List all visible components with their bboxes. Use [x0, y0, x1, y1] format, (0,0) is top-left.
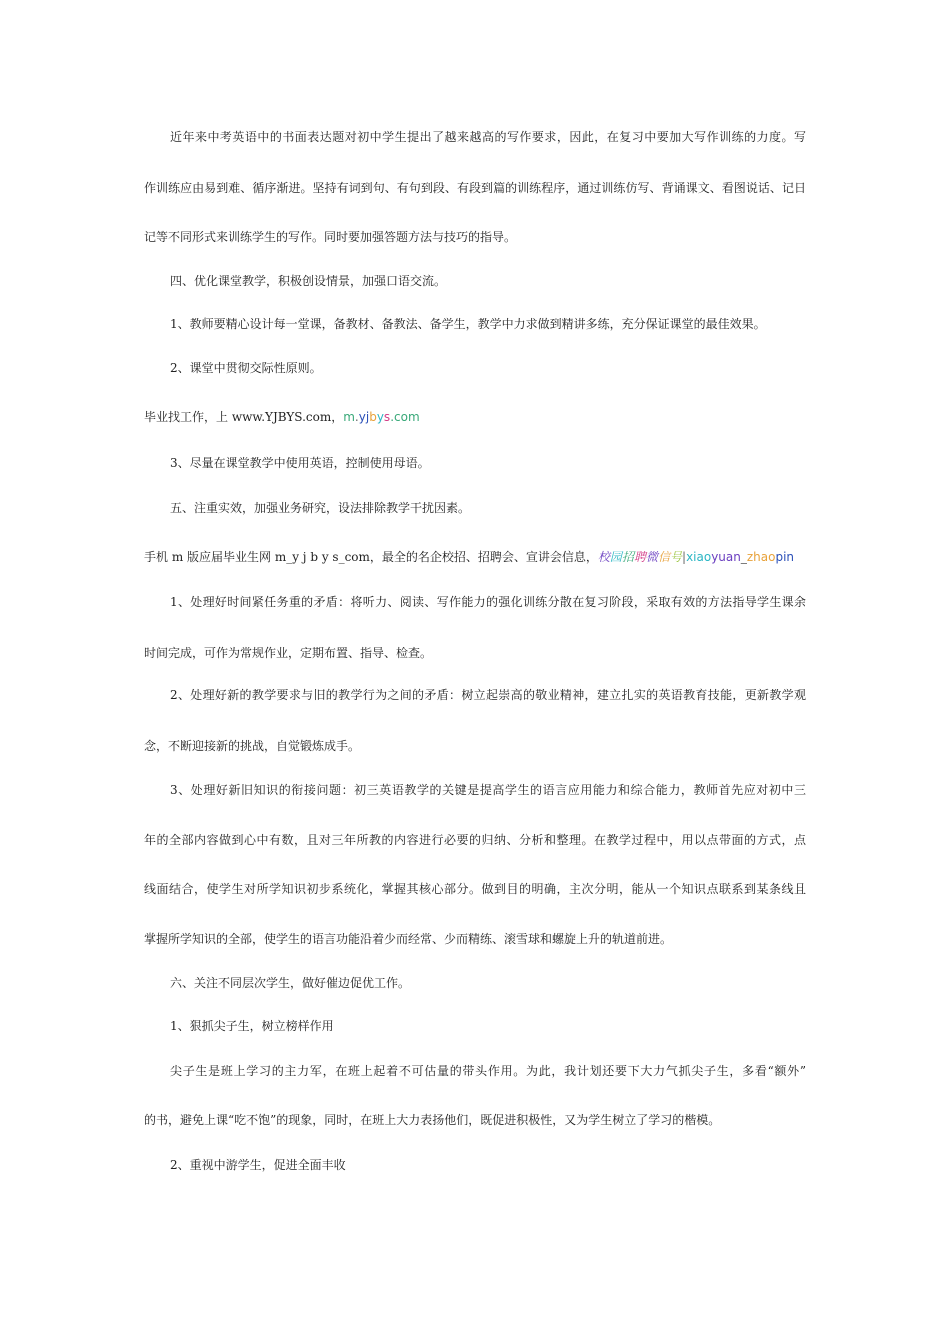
ad-pinyin: pin [775, 550, 795, 564]
ad-logo-dot: . [354, 410, 359, 424]
ad-separator: | [682, 550, 687, 564]
list-item: 2、处理好新的教学要求与旧的教学行为之间的矛盾：树立起崇高的敬业精神，建立扎实的英语教育技能，更新教学观 [170, 688, 806, 702]
list-item: 1、教师要精心设计每一堂课，备教材、备教法、备学生，教学中力求做到精讲多练，充分保证课堂的最佳效果。 [170, 317, 766, 331]
body-line: 时间完成，可作为常规作业，定期布置、指导、检查。 [144, 646, 433, 660]
ad-wechat-char: 招 [621, 550, 634, 564]
ad-logo-m: m [343, 410, 355, 424]
ad-link-yjbys[interactable] [144, 409, 420, 425]
body-line: 近年来中考英语中的书面表达题对初中学生提出了越来越高的写作要求，因此，在复习中要加大写作训练的力度。写 [170, 130, 806, 144]
ad-link-wechat[interactable] [144, 549, 794, 565]
ad-text: 毕业找工作，上 www.YJBYS.com， [144, 410, 344, 424]
ad-wechat-char: 聘 [633, 550, 646, 564]
ad-logo-yj: yj [358, 410, 370, 424]
ad-pinyin: zhao [746, 550, 776, 564]
list-item: 2、重视中游学生，促进全面丰收 [170, 1158, 346, 1172]
ad-logo-y: y [376, 410, 384, 424]
body-line: 记等不同形式来训练学生的写作。同时要加强答题方法与技巧的指导。 [144, 230, 517, 244]
list-item: 3、处理好新旧知识的衔接问题：初三英语教学的关键是提高学生的语言应用能力和综合能力，教师首先应对初中三 [170, 783, 806, 797]
ad-wechat-char: 校 [597, 550, 610, 564]
section-heading: 五、注重实效，加强业务研究，设法排除教学干扰因素。 [170, 501, 471, 515]
list-item: 1、狠抓尖子生，树立榜样作用 [170, 1019, 334, 1033]
ad-wechat-char: 园 [609, 550, 622, 564]
body-line: 念，不断迎接新的挑战，自觉锻炼成手。 [144, 739, 361, 753]
ad-pinyin: yuan [711, 550, 741, 564]
body-line: 的书，避免上课“吃不饱”的现象，同时，在班上大力表扬他们，既促进积极性，又为学生树立了学习的楷模。 [144, 1113, 721, 1127]
ad-wechat-char: 号 [670, 550, 683, 564]
body-line: 作训练应由易到难、循序渐进。坚持有词到句、有句到段、有段到篇的训练程序，通过训练仿写、背诵课文、看图说话、记日 [144, 181, 806, 195]
ad-pinyin: xiao [686, 550, 712, 564]
ad-wechat-char: 微 [645, 550, 658, 564]
ad-logo-b: b [369, 410, 377, 424]
ad-wechat-char: 信 [657, 550, 670, 564]
body-line: 掌握所学知识的全部，使学生的语言功能沿着少而经常、少而精练、滚雪球和螺旋上升的轨道前进。 [144, 932, 673, 946]
body-line: 尖子生是班上学习的主力军，在班上起着不可估量的带头作用。为此，我计划还要下大力气抓尖子生，多看“额外” [170, 1064, 806, 1078]
section-heading: 四、优化课堂教学，积极创设情景，加强口语交流。 [170, 274, 447, 288]
list-item: 1、处理好时间紧任务重的矛盾：将听力、阅读、写作能力的强化训练分散在复习阶段，采取有效的方法指导学生课余 [170, 595, 806, 609]
body-line: 线面结合，使学生对所学知识初步系统化，掌握其核心部分。做到目的明确，主次分明，能从一个知识点联系到某条线且 [144, 882, 806, 896]
section-heading: 六、关注不同层次学生，做好催边促优工作。 [170, 976, 411, 990]
body-line: 年的全部内容做到心中有数，且对三年所教的内容进行必要的归纳、分析和整理。在教学过程中，用以点带面的方式，点 [144, 833, 806, 847]
list-item: 2、课堂中贯彻交际性原则。 [170, 361, 322, 375]
ad-text: 手机 m 版应届毕业生网 m_y j b y s_com，最全的名企校招、招聘会、宣讲会信息， [144, 550, 598, 564]
ad-pinyin: _ [740, 550, 747, 564]
list-item: 3、尽量在课堂教学中使用英语，控制使用母语。 [170, 456, 430, 470]
ad-logo-s: s [383, 410, 391, 424]
ad-logo-com: .com [390, 410, 420, 424]
